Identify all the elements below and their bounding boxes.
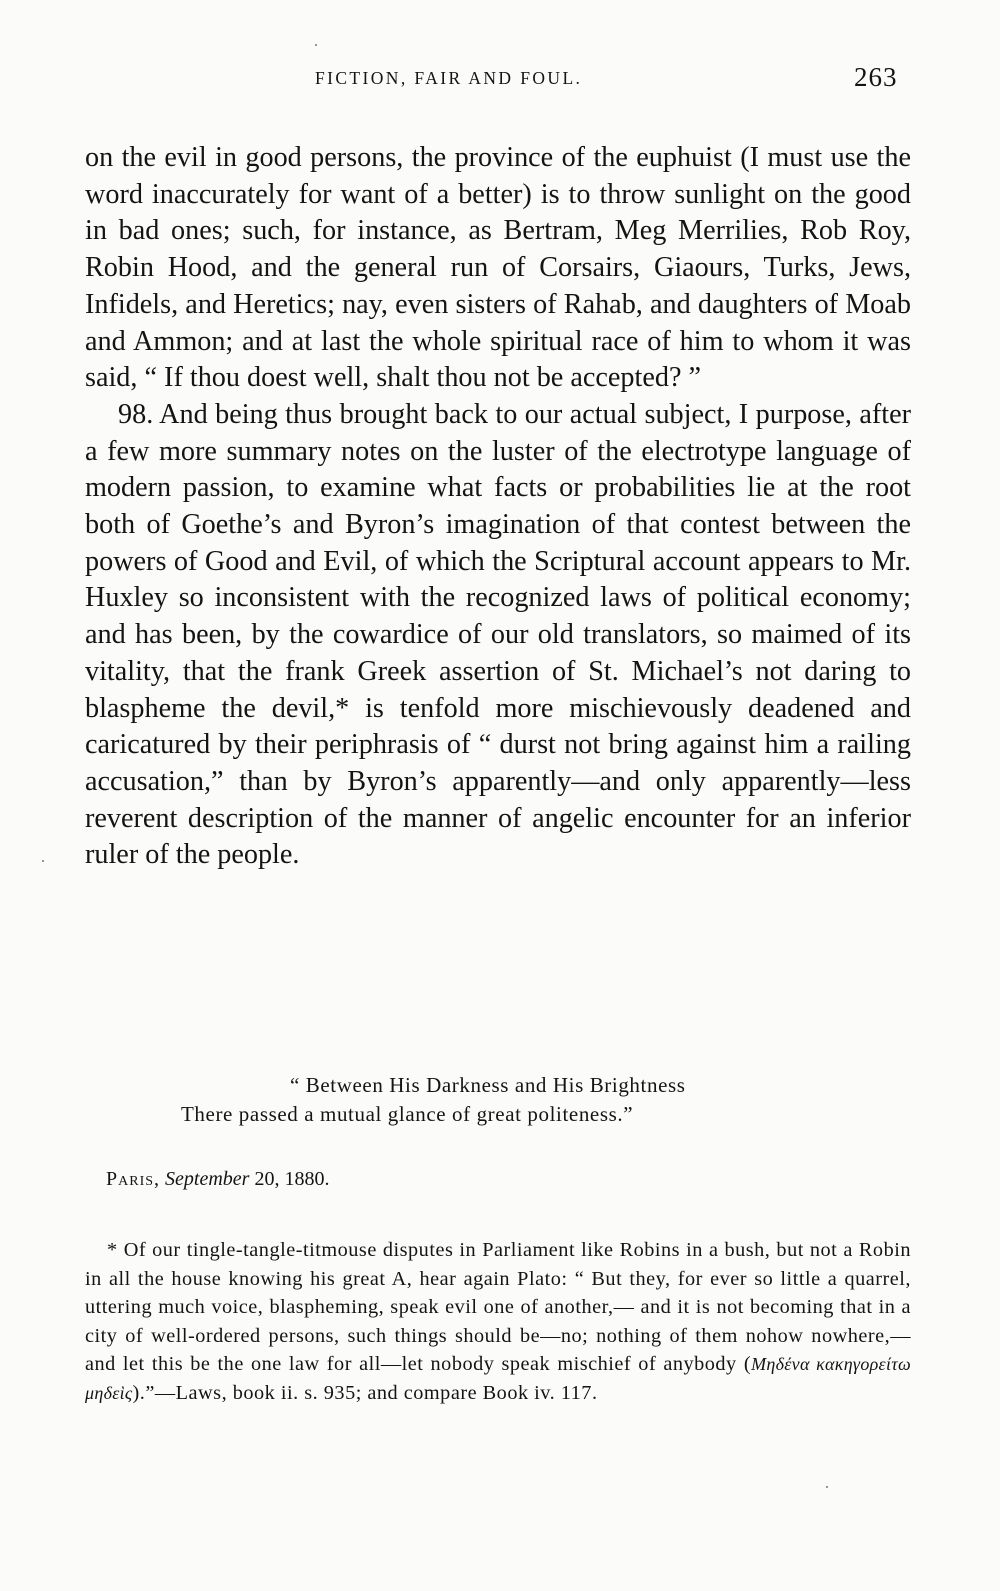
page-number: 263 (854, 62, 898, 92)
paragraph-98: 98. And being thus brought back to our actual subject, I purpose, after a few more summary notes on the luster of the electrotype language of modern passion, to examine what facts or probabilities lie at the root both of Goethe’s and Byron’s imagination of that contest between the powers of Good and Evil, of which the Scriptural account appears to Mr. Huxley so inconsistent with the recognized laws of political economy; and has been, by the cowardice of our old translators, so maimed of its vitality, that the frank Greek assertion of St. Michael’s not daring to blaspheme the devil,* is tenfold more mischievously deadened and caricatured by their periphrasis of “ durst not bring against him a railing accusation,” than by Byron’s apparently—and only apparently—less reverent description of the manner of angelic encounter for an inferior ruler of the people. (85, 398, 911, 871)
footnote (85, 1236, 911, 1408)
footnote-greek-quote: Μηδένα κακηγορείτω μηδεὶς (85, 1354, 911, 1403)
scan-speck (42, 860, 44, 862)
dateline-month: September (165, 1168, 250, 1190)
quote-line-2: There passed a mutual glance of great politeness.” (181, 1102, 634, 1126)
footnote-text: * Of our tingle-tangle-titmouse disputes in Parliament like Robins in a bush, but not a Robin in all the house knowing his great A, hear again Plato: “ But they, for ever so little a quarrel, uttering much voice, blaspheming, speak evil one of another,— and it is not becoming that in a city of well-ordered persons, such things should be—no; nothing of them nohow nowhere,—and let this be the one law for all—let nobody speak mischief of anybody ( (85, 1239, 911, 1376)
footnote-citation: ).”—Laws, book ii. s. 935; and compare Book iv. 117. (132, 1381, 598, 1404)
scan-speck (826, 1486, 828, 1488)
dateline (106, 1168, 329, 1191)
paragraph-continued: on the evil in good persons, the province of the euphuist (I must use the word inaccurately for want of a better) is to throw sunlight on the good in bad ones; such, for instance, as Bertram, Meg Merrilies, Rob Roy, Robin Hood, and the general run of Corsairs, Giaours, Turks, Jews, Infidels, and Heretics; nay, even sisters of Rahab, and daughters of Moab and Ammon; and at last the whole spiritual race of him to whom it was said, “ If thou doest well, shalt thou not be accepted? ” (85, 142, 911, 394)
scan-speck (315, 44, 317, 46)
quote-line-1: “ Between His Darkness and His Brightness (290, 1073, 686, 1097)
running-title: FICTION, FAIR AND FOUL. (315, 68, 583, 88)
dateline-date: 20, 1880. (254, 1168, 330, 1190)
verse-quotation (85, 1071, 911, 1129)
footnote-paragraph (85, 1236, 911, 1408)
dateline-place: Paris, (106, 1168, 161, 1190)
body-text (85, 140, 911, 874)
